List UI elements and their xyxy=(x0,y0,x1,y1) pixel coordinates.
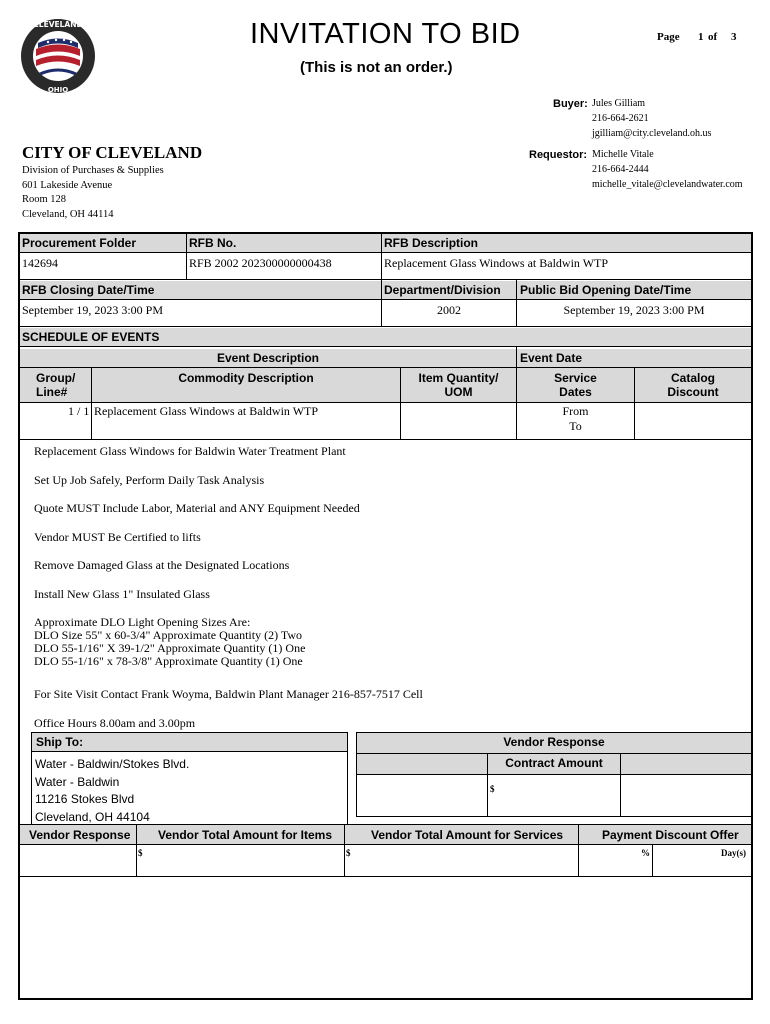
discount-percent-field[interactable] xyxy=(579,845,652,876)
requestor-info: Michelle Vitale 216-664-2444 michelle_vitale@clevelandwater.com xyxy=(592,149,743,190)
service-dates-header: Service Dates xyxy=(554,371,597,399)
rfb-description-label: RFB Description xyxy=(384,236,479,250)
total-items-field[interactable] xyxy=(137,845,344,876)
department-value: 2002 xyxy=(437,303,461,317)
page-of: of xyxy=(708,31,718,43)
desc-p8: For Site Visit Contact Frank Woyma, Baldwin Plant Manager 216-857-7517 Cell xyxy=(34,687,423,701)
desc-p4: Vendor MUST Be Certified to lifts xyxy=(34,530,201,544)
contract-amount-label: Contract Amount xyxy=(505,756,603,770)
quantity-uom-header: Item Quantity/ UOM xyxy=(418,371,499,399)
total-services-field[interactable] xyxy=(345,845,578,876)
line-number: 1 / 1 xyxy=(68,404,90,418)
vendor-response-field[interactable] xyxy=(20,845,136,876)
desc-p5: Remove Damaged Glass at the Designated Locations xyxy=(34,558,290,572)
total-services-label: Vendor Total Amount for Services xyxy=(371,828,564,842)
discount-days-field[interactable] xyxy=(653,845,751,876)
desc-p2: Set Up Job Safely, Perform Daily Task Analysis xyxy=(34,473,265,487)
contract-amount-field[interactable] xyxy=(488,775,620,816)
bid-opening-label: Public Bid Opening Date/Time xyxy=(520,283,692,297)
closing-date-value: September 19, 2023 3:00 PM xyxy=(22,303,163,317)
payment-discount-label: Payment Discount Offer xyxy=(602,828,739,842)
rfb-no-value: RFB 2002 202300000000438 xyxy=(189,256,332,270)
rfb-no-label: RFB No. xyxy=(189,236,237,250)
desc-p9: Office Hours 8.00am and 3.00pm xyxy=(34,716,196,730)
services-currency: $ xyxy=(346,848,351,858)
vendor-response-label: Vendor Response xyxy=(29,828,131,842)
buyer-info: Jules Gilliam 216-664-2621 jgilliam@city.cleveland.oh.us xyxy=(592,98,712,139)
organization-address: Division of Purchases & Supplies 601 Lakeside Avenue Room 128 Cleveland, OH 44114 xyxy=(22,165,164,220)
event-description-header: Event Description xyxy=(216,351,320,365)
requestor-label: Requestor: xyxy=(529,149,588,161)
department-label: Department/Division xyxy=(384,283,501,297)
page-current: 1 xyxy=(698,31,704,43)
ship-to-label: Ship To: xyxy=(36,735,84,749)
desc-p3: Quote MUST Include Labor, Material and ANY Equipment Needed xyxy=(34,501,360,515)
closing-date-label: RFB Closing Date/Time xyxy=(22,283,155,297)
procurement-folder-value: 142694 xyxy=(22,256,58,270)
rfb-description-value: Replacement Glass Windows at Baldwin WTP xyxy=(384,256,609,270)
city-seal-icon xyxy=(20,16,96,98)
schedule-title: SCHEDULE OF EVENTS xyxy=(22,330,160,344)
page-label: Page xyxy=(657,31,680,43)
discount-percent: % xyxy=(641,848,650,858)
organization-name: CITY OF CLEVELAND xyxy=(22,143,203,162)
desc-p1: Replacement Glass Windows for Baldwin Water Treatment Plant xyxy=(34,444,346,458)
buyer-label: Buyer: xyxy=(553,98,588,110)
bid-opening-value: September 19, 2023 3:00 PM xyxy=(563,303,705,317)
page-total: 3 xyxy=(731,31,737,43)
ship-to-address: Water - Baldwin/Stokes Blvd. Water - Baldwin 11216 Stokes Blvd Cleveland, OH 44104 xyxy=(35,757,190,824)
document-subtitle: (This is not an order.) xyxy=(300,59,453,76)
items-currency: $ xyxy=(138,848,143,858)
vendor-response-title: Vendor Response xyxy=(503,735,605,749)
contract-amount-currency: $ xyxy=(490,784,495,794)
catalog-discount-header: Catalog Discount xyxy=(667,371,719,399)
event-date-header: Event Date xyxy=(520,351,583,365)
commodity-header: Commodity Description xyxy=(178,371,314,385)
seal-lettering: CLEVELAND xyxy=(33,20,83,29)
desc-p7: Approximate DLO Light Opening Sizes Are: DLO Size 55" x 60-3/4" Approximate Quantity (2) Two DLO 55-1/16" X 39-1/2" Approximate Quantity (1) One DLO 55-1/16" x 78-3/8" Approximate Quantity (1) One xyxy=(34,615,306,668)
discount-days: Day(s) xyxy=(721,848,746,858)
service-dates-value: From To xyxy=(562,404,589,433)
desc-p6: Install New Glass 1" Insulated Glass xyxy=(34,587,210,601)
document-title: INVITATION TO BID xyxy=(250,18,521,50)
procurement-folder-label: Procurement Folder xyxy=(22,236,137,250)
total-items-label: Vendor Total Amount for Items xyxy=(158,828,333,842)
group-line-header: Group/ Line# xyxy=(36,371,76,399)
svg-text:OHIO: OHIO xyxy=(47,86,69,94)
commodity-value: Replacement Glass Windows at Baldwin WTP xyxy=(94,404,319,418)
